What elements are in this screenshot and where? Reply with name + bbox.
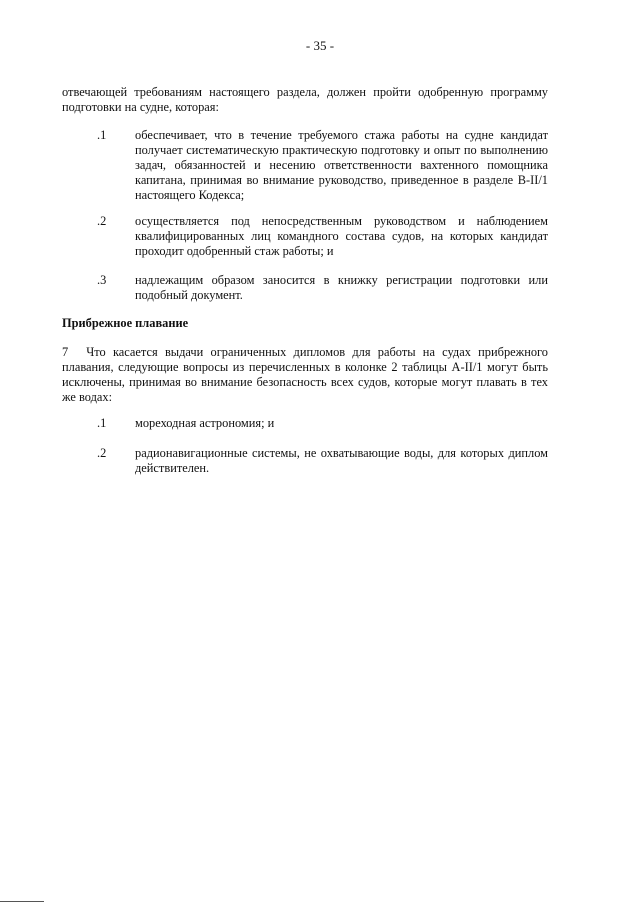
list-item bbox=[62, 273, 548, 303]
page-number: - 35 - bbox=[305, 38, 335, 53]
list-item-number: .1 bbox=[97, 416, 107, 430]
list-item-number: .2 bbox=[97, 214, 107, 228]
list-item-text: надлежащим образом заносится в книжку регистрации подготовки или подобный документ. bbox=[135, 273, 548, 302]
list-item bbox=[62, 214, 548, 259]
list-item-number: .2 bbox=[97, 446, 107, 460]
section-heading: Прибрежное плавание bbox=[62, 316, 189, 330]
list-item-text: радионавигационные системы, не охватывающие воды, для которых диплом действителен. bbox=[135, 446, 548, 475]
list-item bbox=[62, 446, 548, 476]
paragraph-text: Что касается выдачи ограниченных дипломов для работы на судах прибрежного плавания, следующие вопросы из перечисленных в колонке 2 таблицы A-II/1 могут быть исключены, принимая во внимание безопасность всех судов, которые могут плавать в тех же водах: bbox=[62, 345, 548, 404]
paragraph-7 bbox=[62, 345, 548, 405]
list-item bbox=[62, 128, 548, 203]
list-item-text: обеспечивает, что в течение требуемого стажа работы на судне кандидат получает систематическую практическую подготовку и опыт по выполнению задач, обязанностей и несению ответственности вахтенного помощника капитана, принимая во внимание руководство, приведенное в разделе B-II/1 настоящего Кодекса; bbox=[135, 128, 548, 202]
list-item bbox=[62, 416, 548, 431]
list-item-text: мореходная астрономия; и bbox=[135, 416, 275, 430]
list-item-number: .1 bbox=[97, 128, 107, 142]
paragraph-number: 7 bbox=[62, 345, 69, 359]
intro-paragraph: отвечающей требованиям настоящего раздела, должен пройти одобренную программу подготовки на судне, которая: bbox=[62, 85, 548, 114]
list-item-number: .3 bbox=[97, 273, 107, 287]
scan-edge-line bbox=[0, 901, 44, 902]
list-item-text: осуществляется под непосредственным руководством и наблюдением квалифицированных лиц командного состава судов, на которых кандидат проходит одобренный стаж работы; и bbox=[135, 214, 548, 258]
